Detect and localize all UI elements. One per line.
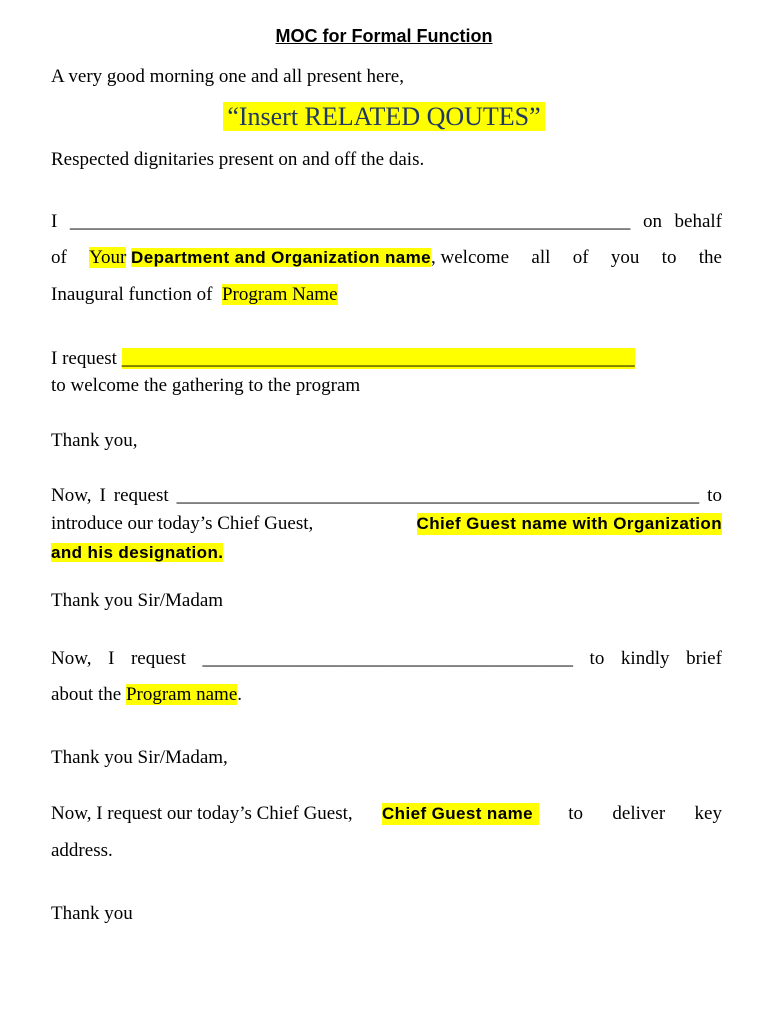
para1-your: Your xyxy=(89,247,127,268)
para1-to: to xyxy=(661,247,677,268)
thank-you-2: Thank you Sir/Madam xyxy=(51,590,224,611)
para1-name-blank: ___________________________________________________________ xyxy=(69,211,631,232)
para1-program-placeholder: Program Name xyxy=(221,284,338,305)
para1-org-group xyxy=(89,247,509,269)
para1-the: the xyxy=(698,247,722,268)
para4-period: . xyxy=(237,684,243,705)
para5-line2: address. xyxy=(51,840,113,861)
para3-line2 xyxy=(51,513,722,535)
respected-text: Respected dignitaries present on and off the dais. xyxy=(51,149,425,170)
para3-designation-placeholder: and his designation. xyxy=(51,543,224,562)
para4-name-blank: _______________________________________ xyxy=(202,648,573,669)
para3-line1 xyxy=(51,485,722,507)
para4-brief: brief xyxy=(686,648,722,669)
para4-now: Now, xyxy=(51,648,92,669)
para1-line3 xyxy=(51,284,722,306)
quote-text: “Insert RELATED QOUTES” xyxy=(223,102,544,131)
para4-program-placeholder: Program name xyxy=(125,684,238,705)
para1-of: of xyxy=(51,247,67,268)
para3-introduce: introduce our today’s Chief Guest, xyxy=(51,513,314,534)
para3-name-blank: _______________________________________________________ xyxy=(176,485,700,506)
para3-line3 xyxy=(51,542,722,564)
thank-you-3: Thank you Sir/Madam, xyxy=(51,747,228,768)
para4-line2 xyxy=(51,684,722,706)
para1-department-placeholder: Department and Organization name xyxy=(131,248,432,267)
para4-line1 xyxy=(51,648,722,670)
para1-i: I xyxy=(51,211,58,232)
para1-on: on xyxy=(642,211,662,232)
para1-line2 xyxy=(51,247,722,269)
para5-to: to xyxy=(568,803,584,824)
para5-lead: Now, I request our today’s Chief Guest, xyxy=(51,803,353,824)
para1-all: all xyxy=(531,247,551,268)
para4-to: to xyxy=(589,648,605,669)
para1-you: you xyxy=(610,247,640,268)
para1-welcome: , welcome xyxy=(431,247,510,268)
para1-line1 xyxy=(51,211,722,233)
quote-placeholder xyxy=(0,101,768,133)
para5-line1 xyxy=(51,803,722,825)
para1-of2: of xyxy=(572,247,589,268)
para2-line2: to welcome the gathering to the program xyxy=(51,375,361,396)
para5-deliver: deliver xyxy=(612,803,666,824)
para4-about: about the xyxy=(51,684,122,705)
para4-request: request xyxy=(130,648,186,669)
para1-behalf: behalf xyxy=(674,211,722,232)
para4-kindly: kindly xyxy=(620,648,670,669)
para3-now: Now, xyxy=(51,485,92,506)
para1-inaugural: Inaugural function of xyxy=(51,284,213,305)
para3-guest-placeholder: Chief Guest name with Organization xyxy=(416,514,722,533)
para3-request: request xyxy=(113,485,169,506)
thank-you-4: Thank you xyxy=(51,903,133,924)
para2-line1 xyxy=(51,348,722,370)
para4-i: I xyxy=(108,648,115,669)
document-title: MOC for Formal Function xyxy=(275,26,493,46)
para3-i: I xyxy=(99,485,106,506)
thank-you-1: Thank you, xyxy=(51,430,138,451)
para2-request: I request xyxy=(51,348,117,369)
para5-key: key xyxy=(694,803,722,824)
para2-name-blank: ______________________________________________________ xyxy=(121,348,635,369)
para3-to: to xyxy=(707,485,722,506)
para5-guest-placeholder: Chief Guest name xyxy=(382,803,539,825)
greeting-text: A very good morning one and all present here, xyxy=(51,66,404,87)
